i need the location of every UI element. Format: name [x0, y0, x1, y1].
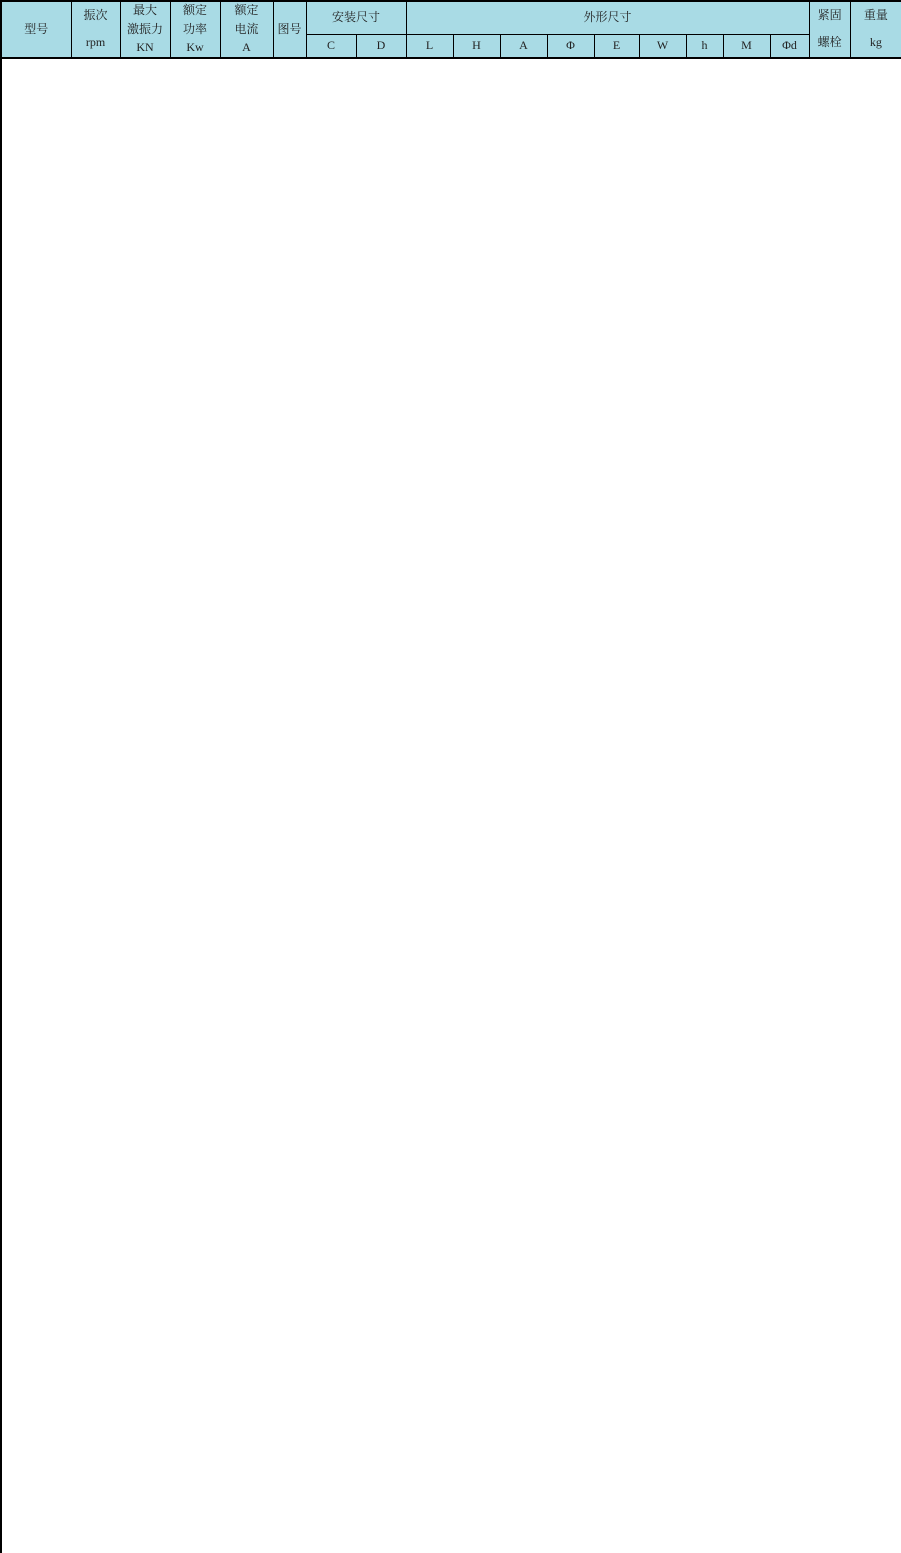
table-row	[1, 134, 901, 153]
table-row	[1, 1497, 901, 1516]
table-row	[1, 759, 901, 778]
table-row	[1, 1346, 901, 1365]
table-row	[1, 948, 901, 967]
col-header-rated-power-line1: 额定	[182, 3, 207, 18]
col-header-outline-dims: 外形尺寸	[406, 1, 809, 35]
table-header	[1, 1, 901, 58]
col-header-phid: Φd	[770, 35, 809, 59]
table-row	[1, 1062, 901, 1081]
table-row	[1, 1403, 901, 1422]
col-header-h: H	[453, 35, 500, 59]
col-header-d: D	[356, 35, 406, 59]
col-header-rpm-cn: 振次	[83, 7, 108, 22]
table-row	[1, 550, 901, 569]
table-row	[1, 872, 901, 891]
table-row	[1, 247, 901, 266]
col-header-a: A	[500, 35, 547, 59]
table-row	[1, 1175, 901, 1194]
table-row	[1, 891, 901, 910]
col-header-model: 型号	[1, 1, 71, 58]
table-row	[1, 607, 901, 626]
col-header-weight-cn: 重量	[863, 7, 888, 22]
table-row	[1, 929, 901, 948]
table-row	[1, 1289, 901, 1308]
table-row	[1, 1440, 901, 1459]
table-row	[1, 853, 901, 872]
table-row	[1, 816, 901, 835]
table-row	[1, 740, 901, 759]
table-row	[1, 1327, 901, 1346]
table-row	[1, 191, 901, 210]
table-row	[1, 778, 901, 797]
table-row	[1, 153, 901, 172]
table-row	[1, 323, 901, 342]
col-header-bolt-line1: 紧固	[817, 7, 842, 22]
spec-table-body	[1, 58, 901, 1553]
table-row	[1, 1100, 901, 1119]
table-row	[1, 588, 901, 607]
table-row	[1, 1005, 901, 1024]
table-row	[1, 210, 901, 229]
table-row	[1, 1232, 901, 1251]
col-header-rated-current-unit: A	[242, 39, 251, 54]
col-header-rated-current-line1: 额定	[234, 3, 259, 18]
table-row	[1, 77, 901, 96]
col-header-rated-current	[220, 1, 273, 58]
table-row	[1, 456, 901, 475]
table-row	[1, 304, 901, 323]
table-row	[1, 380, 901, 399]
table-row	[1, 1137, 901, 1156]
table-row	[1, 721, 901, 740]
table-row	[1, 1478, 901, 1497]
table-row	[1, 1422, 901, 1441]
table-row	[1, 645, 901, 664]
table-row	[1, 58, 901, 77]
table-row	[1, 172, 901, 191]
table-row	[1, 910, 901, 929]
table-row	[1, 1081, 901, 1100]
table-row	[1, 986, 901, 1005]
table-row	[1, 285, 901, 304]
table-row	[1, 418, 901, 437]
col-header-m: M	[723, 35, 770, 59]
col-header-w: W	[639, 35, 686, 59]
table-row	[1, 702, 901, 721]
table-row	[1, 115, 901, 134]
table-row	[1, 96, 901, 115]
table-row	[1, 513, 901, 532]
table-row	[1, 1194, 901, 1213]
col-header-bolt	[809, 1, 850, 58]
table-row	[1, 1459, 901, 1478]
table-row	[1, 1516, 901, 1535]
col-header-weight	[850, 1, 901, 58]
table-row	[1, 342, 901, 361]
table-row	[1, 569, 901, 588]
col-header-bolt-line2: 螺栓	[817, 35, 842, 50]
table-row	[1, 228, 901, 247]
col-header-install-dims: 安装尺寸	[306, 1, 406, 35]
table-row	[1, 1365, 901, 1384]
table-row	[1, 399, 901, 418]
col-header-max-force-unit: KN	[136, 39, 154, 54]
col-header-max-force-line1: 最大	[132, 3, 157, 18]
table-row	[1, 361, 901, 380]
table-row	[1, 1535, 901, 1553]
table-row	[1, 1251, 901, 1270]
table-row	[1, 626, 901, 645]
col-header-phi: Φ	[547, 35, 594, 59]
table-row	[1, 1043, 901, 1062]
table-row	[1, 1024, 901, 1043]
col-header-rated-power-line2: 功率	[182, 21, 207, 36]
table-row	[1, 437, 901, 456]
col-header-e: E	[594, 35, 639, 59]
table-row	[1, 266, 901, 285]
table-row	[1, 1384, 901, 1403]
table-row	[1, 1270, 901, 1289]
table-row	[1, 664, 901, 683]
col-header-rated-power	[170, 1, 220, 58]
table-row	[1, 1308, 901, 1327]
col-header-l: L	[406, 35, 453, 59]
table-row	[1, 1119, 901, 1138]
col-header-max-force-line2: 激振力	[126, 21, 163, 36]
col-header-h-small: h	[686, 35, 723, 59]
table-row	[1, 494, 901, 513]
table-row	[1, 797, 901, 816]
table-row	[1, 683, 901, 702]
col-header-max-force	[120, 1, 170, 58]
table-row	[1, 475, 901, 494]
col-header-c: C	[306, 35, 356, 59]
col-header-rpm-unit: rpm	[85, 35, 106, 50]
table-row	[1, 1213, 901, 1232]
table-row	[1, 834, 901, 853]
table-row	[1, 967, 901, 986]
col-header-weight-unit: kg	[869, 35, 882, 50]
col-header-rated-current-line2: 电流	[234, 21, 259, 36]
header-row-1	[1, 1, 901, 35]
col-header-rpm	[71, 1, 120, 58]
col-header-rated-power-unit: Kw	[186, 39, 204, 54]
table-row	[1, 531, 901, 550]
table-row	[1, 1156, 901, 1175]
col-header-figure: 图号	[273, 1, 306, 58]
